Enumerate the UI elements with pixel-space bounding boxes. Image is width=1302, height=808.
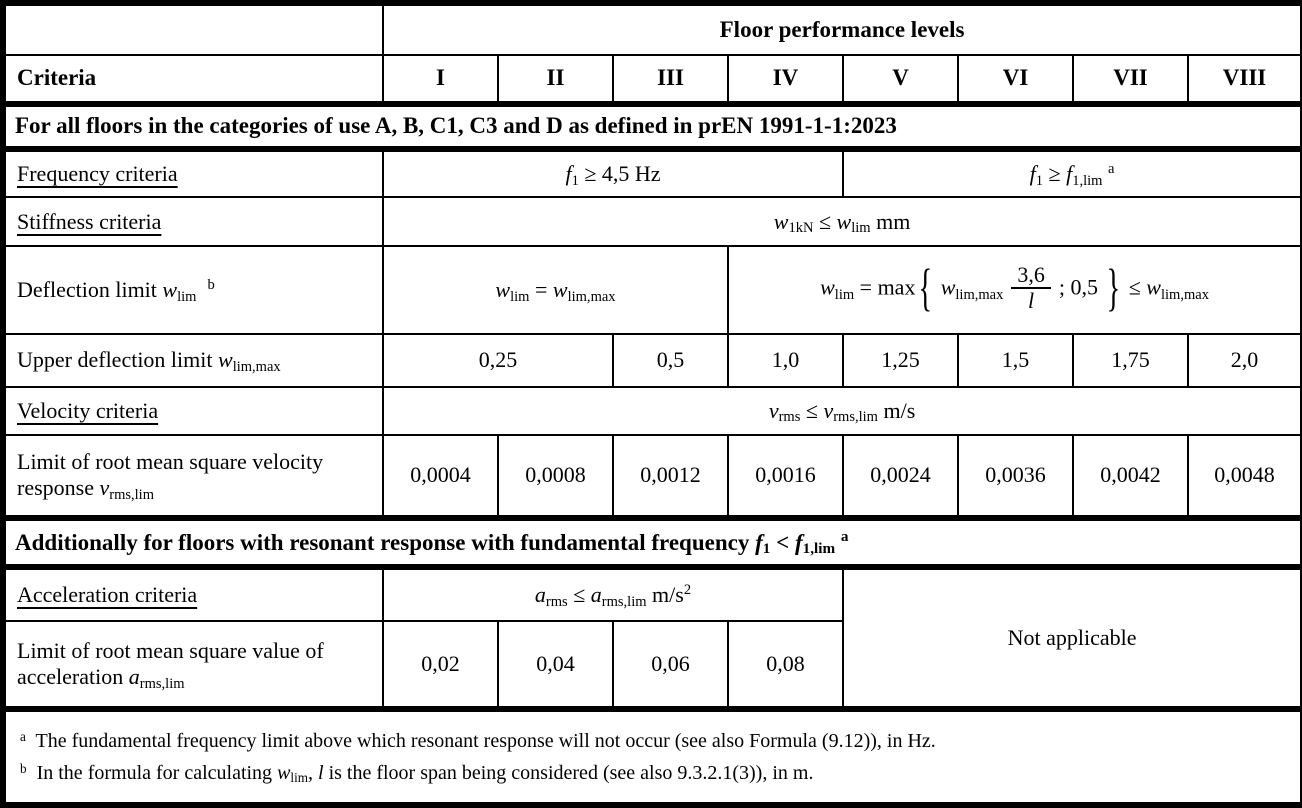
text-run: v	[99, 475, 110, 501]
text-run: rms,lim	[833, 409, 878, 426]
fraction	[1011, 263, 1051, 312]
text-run: m/s	[877, 397, 916, 423]
acceleration-formula-cell	[383, 567, 843, 621]
text-run: ,	[308, 761, 318, 784]
text-run: Deflection limit	[17, 276, 163, 302]
section-use-categories-title: For all floors in the categories of use A, B, C1, C3 and D as defined in prEN 1991-1-1:2023	[3, 104, 1302, 149]
text-run: 1	[762, 540, 771, 558]
text-run: w	[1146, 274, 1161, 300]
text-run: ≤	[1123, 274, 1147, 300]
upper-deflection-value-VI: 1,5	[958, 334, 1073, 387]
text-run: b	[20, 761, 27, 777]
text-run: =	[529, 276, 553, 302]
text-run: w	[552, 276, 568, 302]
frequency-row	[3, 149, 1302, 197]
frequency-cell-V-VIII	[843, 149, 1302, 197]
text-run: l	[318, 761, 324, 784]
text-run: lim	[851, 220, 871, 237]
text-run: Additionally for floors with resonant response with fundamental frequency	[15, 529, 756, 555]
text-run: rms	[545, 593, 568, 610]
text-run: ≥	[1043, 161, 1067, 187]
level-header-VI: VI	[958, 55, 1073, 104]
velocity-limit-V: 0,0024	[843, 435, 958, 518]
velocity-label: Velocity criteria	[17, 397, 159, 423]
text-run: {	[918, 261, 933, 317]
text-run: f	[794, 529, 803, 555]
upper-deflection-value-III: 0,5	[613, 334, 728, 387]
velocity-limit-I: 0,0004	[383, 435, 498, 518]
text-run: lim,max	[567, 288, 616, 305]
text-run: 1	[1035, 172, 1044, 189]
text-run: a	[840, 528, 849, 546]
section-use-categories	[3, 104, 1302, 149]
fraction-denominator: l	[1028, 288, 1035, 314]
text-run: In the formula for calculating	[26, 761, 278, 784]
header-row-title	[3, 3, 1302, 55]
text-run: rms,lim	[601, 593, 647, 610]
velocity-limit-II: 0,0008	[498, 435, 613, 518]
section-resonant-title	[3, 518, 1302, 567]
text-run: lim,max	[232, 358, 281, 375]
text-run: a	[128, 664, 140, 690]
deflection-row	[3, 246, 1302, 334]
velocity-label-cell	[3, 387, 383, 435]
level-header-I: I	[383, 55, 498, 104]
text-run: 1,lim	[1072, 172, 1103, 189]
text-run: lim	[177, 288, 197, 305]
text-run: w	[277, 761, 291, 784]
text-run: 2	[683, 582, 692, 599]
velocity-limit-VIII: 0,0048	[1188, 435, 1302, 518]
text-run: a	[534, 582, 546, 608]
text-run: <	[770, 529, 795, 555]
header-row-levels	[3, 55, 1302, 104]
level-header-IV: IV	[728, 55, 843, 104]
text-run: ≤	[813, 208, 837, 234]
acceleration-limit-I: 0,02	[383, 621, 498, 709]
acceleration-limit-II: 0,04	[498, 621, 613, 709]
text-run: a	[590, 582, 602, 608]
deflection-label-cell	[3, 246, 383, 334]
acceleration-row	[3, 567, 1302, 621]
acceleration-limit-III: 0,06	[613, 621, 728, 709]
text-run: w	[836, 208, 852, 234]
text-run: w	[773, 208, 789, 234]
text-run: w	[162, 276, 178, 302]
text-run: v	[823, 397, 834, 423]
stiffness-label: Stiffness criteria	[17, 208, 162, 234]
stiffness-label-cell	[3, 197, 383, 245]
text-run	[196, 277, 207, 302]
text-run: a	[20, 729, 26, 745]
frequency-label-cell	[3, 149, 383, 197]
level-header-VII: VII	[1073, 55, 1188, 104]
acceleration-limit-IV: 0,08	[728, 621, 843, 709]
upper-deflection-value-I-II: 0,25	[383, 334, 613, 387]
text-run: The fundamental frequency limit above which resonant response will not occur (see also Formula (9.12)), in Hz.	[25, 729, 936, 752]
level-header-V: V	[843, 55, 958, 104]
not-applicable-cell: Not applicable	[843, 567, 1302, 709]
velocity-limit-VI: 0,0036	[958, 435, 1073, 518]
upper-deflection-row	[3, 334, 1302, 387]
text-run: m/s	[646, 582, 684, 608]
text-run: w	[218, 347, 233, 373]
text-run: f	[1029, 161, 1036, 187]
text-run: is the floor span being considered (see also 9.3.2.1(3)), in m.	[323, 761, 814, 784]
text-run: ≥ 4,5 Hz	[578, 161, 661, 187]
stiffness-row	[3, 197, 1302, 245]
section-resonant	[3, 518, 1302, 567]
text-run	[835, 530, 841, 555]
level-header-III: III	[613, 55, 728, 104]
text-run: w	[820, 274, 835, 300]
text-run: rms,lim	[109, 487, 155, 504]
text-run: b	[207, 276, 215, 293]
text-run: v	[768, 397, 779, 423]
text-run: lim,max	[1160, 286, 1209, 303]
text-run: rms	[778, 409, 801, 426]
text-run: lim	[510, 288, 530, 305]
text-run: f	[565, 161, 572, 187]
deflection-cell-I-III	[383, 246, 728, 334]
text-run: lim,max	[955, 286, 1004, 303]
text-run: w	[495, 276, 511, 302]
acceleration-label: Acceleration criteria	[17, 582, 198, 608]
text-run: f	[755, 529, 763, 555]
velocity-row	[3, 387, 1302, 435]
velocity-limit-row	[3, 435, 1302, 518]
acceleration-limit-label-cell	[3, 621, 383, 709]
upper-deflection-value-V: 1,25	[843, 334, 958, 387]
text-run: }	[1106, 261, 1121, 317]
text-run: w	[940, 274, 956, 300]
text-run: Limit of root mean square velocity response	[17, 449, 324, 501]
acceleration-label-cell	[3, 567, 383, 621]
text-run: mm	[870, 208, 911, 234]
footnote-b	[20, 759, 1286, 788]
footnotes-row	[3, 709, 1302, 805]
velocity-limit-VII: 0,0042	[1073, 435, 1188, 518]
text-run: Upper deflection limit	[17, 347, 218, 373]
velocity-limit-IV: 0,0016	[728, 435, 843, 518]
frequency-cell-I-IV	[383, 149, 843, 197]
text-run: = max	[854, 274, 916, 300]
text-run: a	[1107, 161, 1115, 178]
text-run: Limit of root mean square value of acceleration	[17, 638, 324, 690]
upper-deflection-label-cell	[3, 334, 383, 387]
velocity-formula-cell	[383, 387, 1302, 435]
upper-deflection-value-IV: 1,0	[728, 334, 843, 387]
text-run: f	[1066, 161, 1073, 187]
corner-cell	[3, 3, 383, 55]
velocity-limit-III: 0,0012	[613, 435, 728, 518]
text-run: 1	[571, 172, 579, 189]
velocity-limit-label-cell	[3, 435, 383, 518]
footnote-a	[20, 727, 1286, 756]
text-run: lim	[834, 286, 855, 303]
frequency-label: Frequency criteria	[17, 161, 178, 187]
fraction-numerator: 3,6	[1011, 263, 1051, 289]
upper-deflection-value-VII: 1,75	[1073, 334, 1188, 387]
text-run: ≤	[800, 397, 824, 423]
text-run: ; 0,5	[1058, 274, 1098, 300]
criteria-header: Criteria	[3, 55, 383, 104]
text-run: ≤	[567, 582, 591, 608]
level-header-II: II	[498, 55, 613, 104]
level-header-VIII: VIII	[1188, 55, 1302, 104]
table-title: Floor performance levels	[383, 3, 1302, 55]
text-run: lim	[290, 769, 308, 785]
footnotes-cell	[3, 709, 1302, 805]
text-run: rms,lim	[139, 675, 185, 692]
deflection-cell-IV-VIII	[728, 246, 1302, 334]
stiffness-formula-cell	[383, 197, 1302, 245]
upper-deflection-value-VIII: 2,0	[1188, 334, 1302, 387]
text-run: 1,lim	[802, 540, 836, 558]
text-run: 1kN	[788, 220, 814, 237]
